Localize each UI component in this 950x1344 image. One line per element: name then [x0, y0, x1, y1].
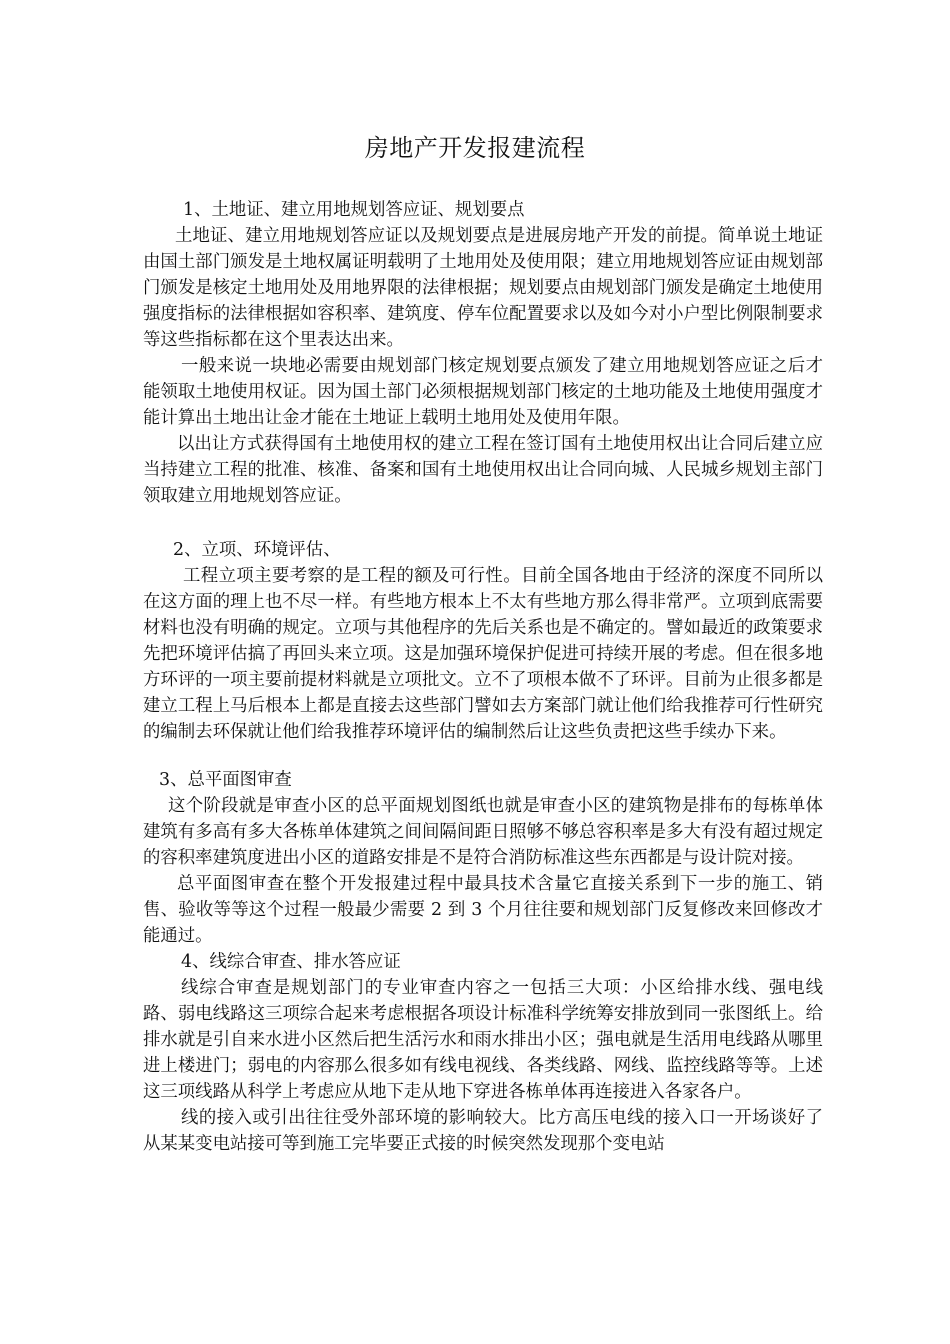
section-3-heading: 3、总平面图审查 — [159, 770, 292, 790]
section-3-paragraph-2: 总平面图审查在整个开发报建过程中最具技术含量它直接关系到下一步的施工、销售、验收等等这个过程一般最少需要 2 到 3 个月往往要和规划部门反复修改来回修改才能通过。 — [143, 874, 823, 946]
section-3-paragraph-1: 这个阶段就是审查小区的总平面规划图纸也就是审查小区的建筑物是排布的每栋单体建筑有多高有多大各栋单体建筑之间间隔间距日照够不够总容积率是多大有没有超过规定的容积率建筑度进出小区的道路安排是不是符合消防标准这些东西都是与设计院对接。 — [143, 796, 823, 868]
section-2-paragraph-1: 工程立项主要考察的是工程的额及可行性。目前全国各地由于经济的深度不同所以在这方面的理上也不尽一样。有些地方根本上不太有些地方那么得非常严。立项到底需要材料也没有明确的规定。立项与其他程序的先后关系也是不确定的。譬如最近的政策要求先把环境评估搞了再回头来立项。这是加强环境保护促进可持续开展的考虑。但在很多地方环评的一项主要前提材料就是立项批文。立不了项根本做不了环评。目前为止很多都是建立工程上马后根本上都是直接去这些部门譬如去方案部门就让他们给我推荐可行性研究的编制去环保就让他们给我推荐环境评估的编制然后让这些负责把这些手续办下来。 — [143, 566, 823, 742]
document-title: 房地产开发报建流程 — [364, 134, 586, 162]
section-1-paragraph-1: 土地证、建立用地规划答应证以及规划要点是进展房地产开发的前提。简单说土地证由国土部门颁发是土地权属证明载明了土地用处及使用限；建立用地规划答应证由规划部门颁发是核定土地用处及用地界限的法律根据；规划要点由规划部门颁发是确定土地使用强度指标的法律根据如容积率、建筑度、停车位配置要求以及如今对小户型比例限制要求等这些指标都在这个里表达出来。 — [143, 226, 823, 350]
section-4-paragraph-2: 线的接入或引出往往受外部环境的影响较大。比方高压电线的接入口一开场谈好了从某某变电站接可等到施工完毕要正式接的时候突然发现那个变电站 — [143, 1108, 823, 1154]
section-1-paragraph-2: 一般来说一块地必需要由规划部门核定规划要点颁发了建立用地规划答应证之后才能领取土地使用权证。因为国土部门必须根据规划部门核定的土地功能及土地使用强度才能计算出土地出让金才能在土地证上载明土地用处及使用年限。 — [143, 356, 823, 428]
section-4-paragraph-1: 线综合审查是规划部门的专业审查内容之一包括三大项：小区给排水线、强电线路、弱电线路这三项综合起来考虑根据各项设计标准科学统筹安排放到同一张图纸上。给排水就是引自来水进小区然后把生活污水和雨水排出小区；强电就是生活用电线路从哪里进上楼进门；弱电的内容那么很多如有线电视线、各类线路、网线、监控线路等等。上述这三项线路从科学上考虑应从地下走从地下穿进各栋单体再连接进入各家各户。 — [143, 978, 823, 1102]
section-2-heading: 2、立项、环境评估、 — [173, 540, 341, 560]
section-4-heading: 4、线综合审查、排水答应证 — [181, 952, 401, 972]
document-body — [143, 197, 823, 1157]
section-1-paragraph-3: 以出让方式获得国有土地使用权的建立工程在签订国有土地使用权出让合同后建立应当持建立工程的批准、核准、备案和国有土地使用权出让合同向城、人民城乡规划主部门领取建立用地规划答应证。 — [143, 434, 823, 506]
section-1-heading: 1、土地证、建立用地规划答应证、规划要点 — [183, 200, 525, 220]
